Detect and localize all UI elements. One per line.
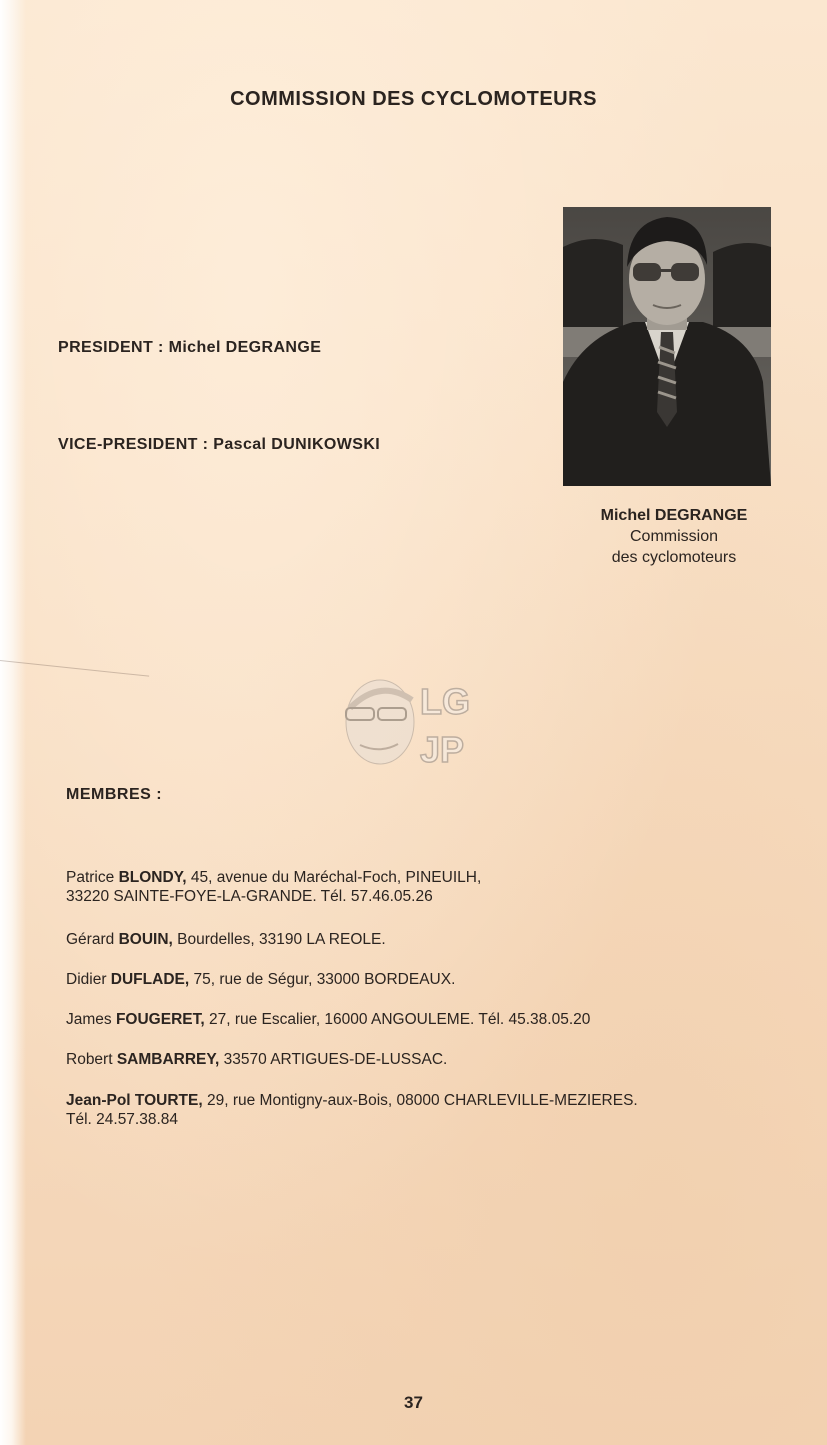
caption-name: Michel DEGRANGE — [600, 507, 748, 524]
caption-line-2: des cyclomoteurs — [611, 549, 737, 566]
photo-caption — [576, 505, 772, 568]
torn-paper-edge — [0, 0, 26, 1445]
member-entry — [66, 1050, 766, 1069]
member-last-name: BOUIN, — [118, 931, 173, 948]
member-address: 75, rue de Ségur, 33000 BORDEAUX. — [189, 971, 456, 988]
member-first-name: Jean-Pol — [66, 1092, 131, 1109]
member-address: 29, rue Montigny-aux-Bois, 08000 CHARLEVILLE-MEZIERES. — [202, 1092, 638, 1109]
caption-line-1: Commission — [629, 528, 718, 545]
member-last-name: TOURTE, — [134, 1092, 203, 1109]
member-address: 33570 ARTIGUES-DE-LUSSAC. — [219, 1051, 448, 1068]
member-entry — [66, 1010, 766, 1029]
member-entry — [66, 1091, 766, 1129]
member-entry — [66, 868, 766, 906]
vice-president-label: VICE-PRESIDENT : — [58, 436, 209, 453]
member-last-name: SAMBARREY, — [116, 1051, 220, 1068]
member-address-line-2: Tél. 24.57.38.84 — [66, 1111, 179, 1128]
watermark-lg: LG — [420, 681, 470, 722]
member-address: Bourdelles, 33190 LA REOLE. — [172, 931, 386, 948]
president-label: PRESIDENT : — [58, 339, 164, 356]
lgjp-watermark — [340, 670, 490, 780]
vice-president-name: Pascal DUNIKOWSKI — [213, 436, 381, 453]
member-first-name: James — [66, 1011, 112, 1028]
member-address-line-2: 33220 SAINTE-FOYE-LA-GRANDE. Tél. 57.46.05.26 — [66, 888, 433, 905]
member-first-name: Robert — [66, 1051, 113, 1068]
member-last-name: BLONDY, — [118, 869, 187, 886]
member-address: 27, rue Escalier, 16000 ANGOULEME. Tél. 45.38.05.20 — [204, 1011, 591, 1028]
page-number: 37 — [404, 1393, 423, 1412]
member-entry — [66, 970, 766, 989]
vice-president-line — [58, 436, 380, 454]
president-line — [58, 339, 321, 357]
watermark-face-icon — [340, 670, 490, 780]
page-title: COMMISSION DES CYCLOMOTEURS — [230, 88, 597, 110]
portrait-illustration — [563, 207, 771, 486]
president-name: Michel DEGRANGE — [168, 339, 322, 356]
member-first-name: Gérard — [66, 931, 115, 948]
portrait-photo — [563, 207, 771, 486]
watermark-jp: JP — [420, 729, 465, 770]
member-last-name: DUFLADE, — [110, 971, 190, 988]
member-address: 45, avenue du Maréchal-Foch, PINEUILH, — [186, 869, 482, 886]
member-first-name: Patrice — [66, 869, 115, 886]
member-last-name: FOUGERET, — [115, 1011, 205, 1028]
members-heading: MEMBRES : — [66, 786, 163, 803]
member-first-name: Didier — [66, 971, 107, 988]
member-entry — [66, 930, 766, 949]
